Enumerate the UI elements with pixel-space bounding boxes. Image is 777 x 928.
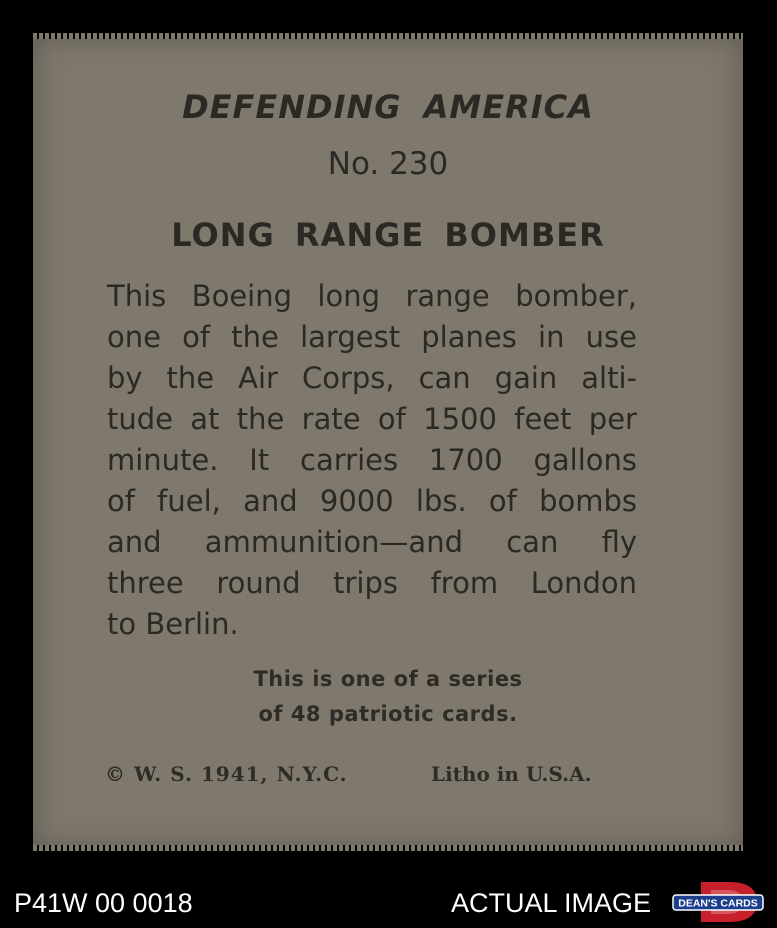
series-title: DEFENDING AMERICA [182, 88, 594, 126]
description-line: minute. It carries 1700 gallons [107, 443, 637, 477]
card-number: No. 230 [327, 146, 449, 182]
card-back [33, 36, 743, 848]
description-line: and ammunition—and can fly [107, 525, 637, 559]
card-description [107, 276, 637, 645]
description-line: of fuel, and 9000 lbs. of bombs [107, 484, 637, 518]
actual-image-caption: ACTUAL IMAGE [451, 888, 652, 918]
description-line: tude at the rate of 1500 feet per [107, 402, 637, 436]
item-id-caption: P41W 00 0018 [14, 888, 193, 918]
description-line: to Berlin. [107, 607, 239, 641]
copyright-text: © W. S. 1941, N.Y.C. [105, 762, 348, 786]
series-note [33, 662, 743, 732]
series-note-line: This is one of a series [253, 667, 523, 691]
series-note-line: of 48 patriotic cards. [258, 702, 518, 726]
description-line: one of the largest planes in use [107, 320, 637, 354]
card-title: LONG RANGE BOMBER [171, 216, 605, 254]
description-line: This Boeing long range bomber, [107, 279, 637, 313]
deans-cards-logo-icon [671, 880, 765, 924]
description-line: three round trips from London [107, 566, 637, 600]
deans-cards-logo [671, 880, 765, 924]
description-line: by the Air Corps, can gain alti- [107, 361, 637, 395]
logo-text: DEAN'S CARDS [678, 897, 758, 910]
litho-text: Litho in U.S.A. [431, 762, 592, 786]
